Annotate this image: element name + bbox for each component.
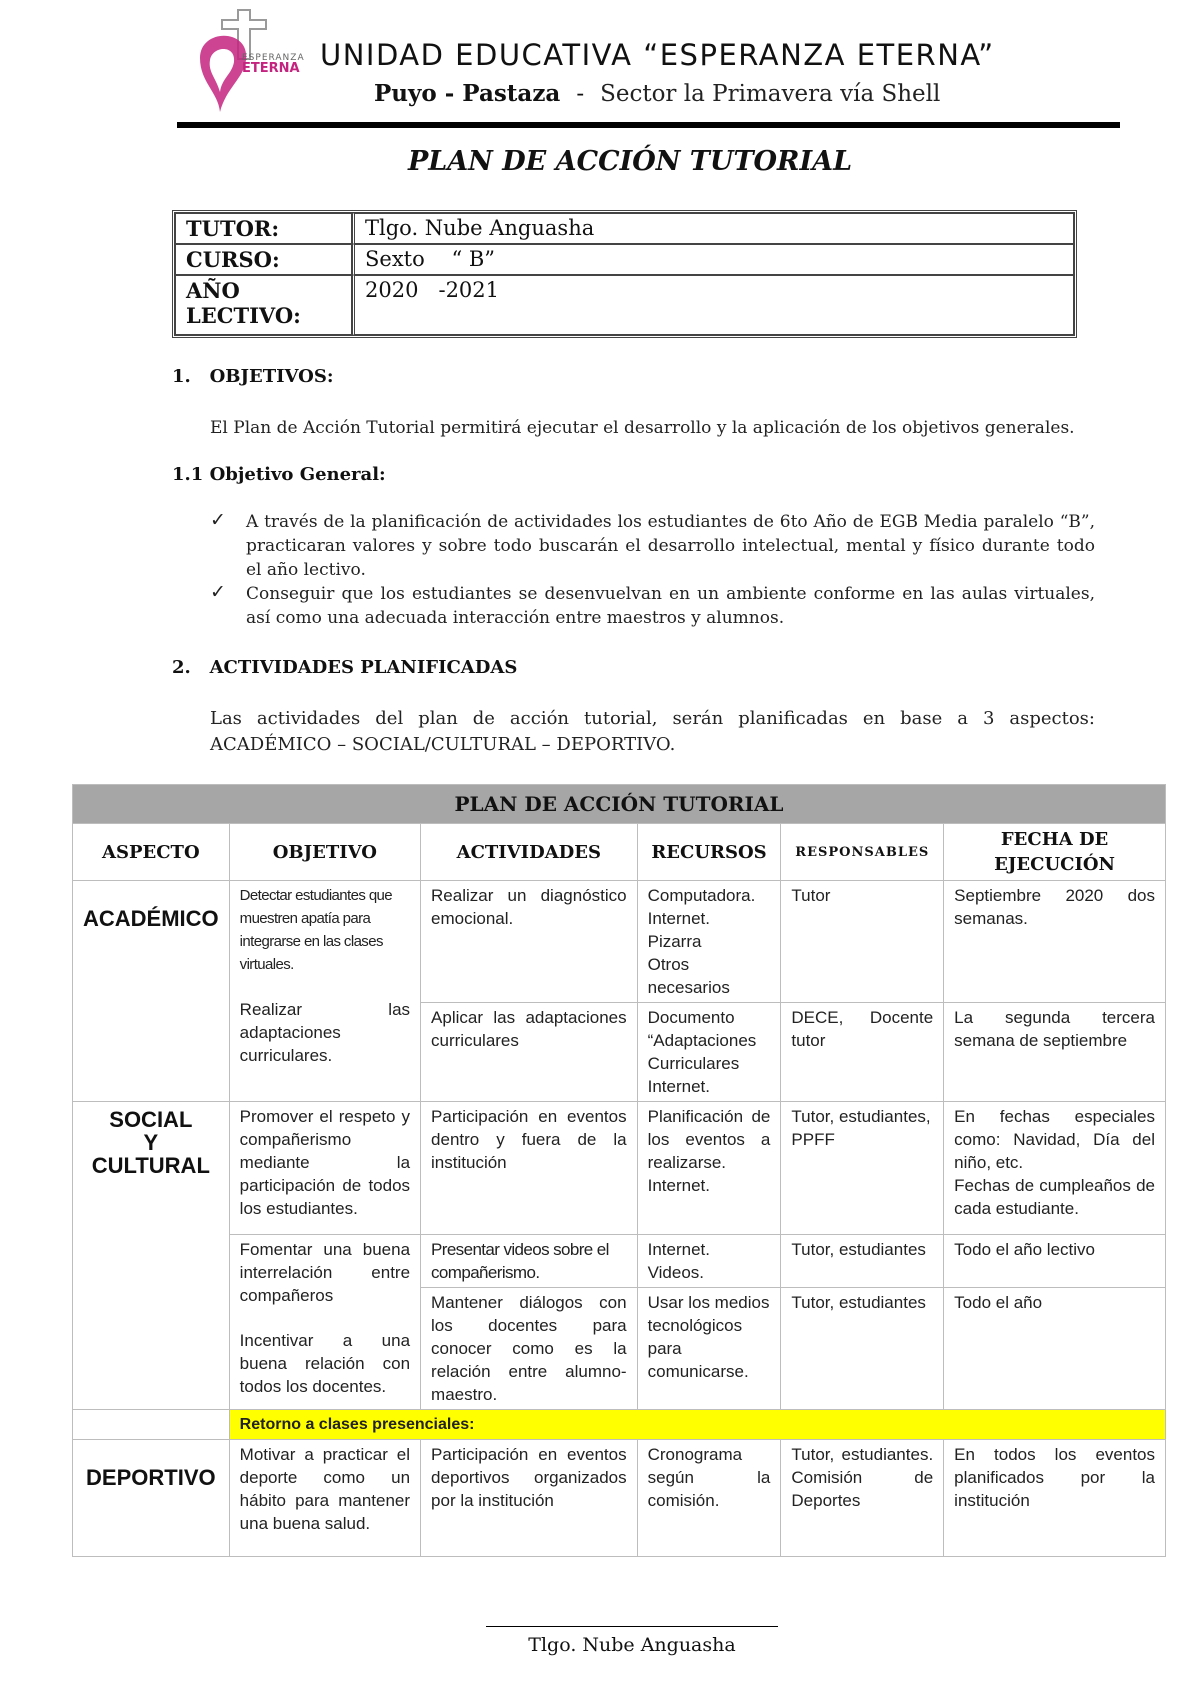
academico-recursos-2: Documento “Adaptaciones Curriculares Internet. — [637, 1003, 781, 1102]
curso-value: Sexto “ B” — [352, 244, 1074, 275]
signature-line — [486, 1626, 778, 1627]
info-table — [172, 210, 1077, 338]
social-fecha-1: En fechas especiales como: Navidad, Día del niño, etc. Fechas de cumpleaños de cada estudiante. — [944, 1102, 1166, 1235]
school-name: UNIDAD EDUCATIVA “ESPERANZA ETERNA” — [320, 38, 995, 72]
document-title: PLAN DE ACCIÓN TUTORIAL — [407, 146, 853, 177]
curso-label: CURSO: — [175, 244, 352, 275]
social-recursos-3: Usar los medios tecnológicos para comunicarse. — [637, 1288, 781, 1410]
signature-name: Tlgo. Nube Anguasha — [528, 1634, 736, 1656]
info-row-anio — [175, 275, 1074, 335]
tutor-label: TUTOR: — [175, 213, 352, 244]
deportivo-fecha: En todos los eventos planificados por la institución — [944, 1440, 1166, 1557]
social-fecha-3: Todo el año — [944, 1288, 1166, 1410]
deportivo-objetivo: Motivar a practicar el deporte como un hábito para mantener una buena salud. — [229, 1440, 420, 1557]
location-separator: - — [576, 81, 585, 107]
academico-fecha-1: Septiembre 2020 dos semanas. — [944, 881, 1166, 1003]
info-row-tutor — [175, 213, 1074, 244]
section1-subheading: 1.1 Objetivo General: — [172, 464, 386, 485]
objective-text: Conseguir que los estudiantes se desenvuelvan en un ambiente conforme en las aulas virtuales, así como una adecuada interacción entre maestros y alumnos. — [246, 584, 1095, 628]
school-logo — [180, 8, 330, 116]
academico-fecha-2: La segunda tercera semana de septiembre — [944, 1003, 1166, 1102]
col-objetivo: OBJETIVO — [229, 824, 420, 881]
social-actividad-3: Mantener diálogos con los docentes para conocer como es la relación entre alumno-maestro. — [421, 1288, 638, 1410]
academico-recursos-1: Computadora. Internet. Pizarra Otros necesarios — [637, 881, 781, 1003]
plan-table-title-row — [73, 785, 1166, 824]
section1-heading: 1. OBJETIVOS: — [172, 366, 334, 387]
sector: Sector la Primavera vía Shell — [600, 81, 941, 107]
social-actividad-2: Presentar videos sobre el compañerismo. — [421, 1235, 638, 1288]
section1-intro: El Plan de Acción Tutorial permitirá ejecutar el desarrollo y la aplicación de los objetivos generales. — [210, 418, 1075, 438]
plan-table-header — [73, 824, 1166, 881]
table-row — [73, 1102, 1166, 1235]
social-fecha-2: Todo el año lectivo — [944, 1235, 1166, 1288]
academico-responsables-1: Tutor — [781, 881, 944, 1003]
col-aspecto: ASPECTO — [73, 824, 230, 881]
aspect-academico: ACADÉMICO — [73, 881, 230, 1102]
academico-actividad-2: Aplicar las adaptaciones curriculares — [421, 1003, 638, 1102]
col-actividades: ACTIVIDADES — [421, 824, 638, 881]
checkmark-icon: ✓ — [210, 509, 226, 531]
table-row — [73, 1410, 1166, 1440]
plan-table-title: PLAN DE ACCIÓN TUTORIAL — [73, 785, 1166, 824]
retorno-banner: Retorno a clases presenciales: — [229, 1410, 1165, 1440]
objective-text: A través de la planificación de actividades los estudiantes de 6to Año de EGB Media paralelo “B”, practicaran valores y sobre todo buscarán el desarrollo intelectual, mental y físico durante todo el año lectivo. — [246, 512, 1095, 580]
section2-heading: 2. ACTIVIDADES PLANIFICADAS — [172, 657, 518, 678]
info-row-curso — [175, 244, 1074, 275]
social-objetivo-2: Fomentar una buena interrelación entre compañeros Incentivar a una buena relación con todos los docentes. — [229, 1235, 420, 1410]
header-rule — [177, 122, 1120, 128]
list-item — [210, 582, 1095, 630]
academico-objective: Detectar estudiantes que muestren apatía para integrarse en las clases virtuales. Realizar las adaptaciones curriculares. — [229, 881, 420, 1102]
social-recursos-1: Planificación de los eventos a realizarse. Internet. — [637, 1102, 781, 1235]
col-fecha: FECHA DE EJECUCIÓN — [944, 824, 1166, 881]
social-actividad-1: Participación en eventos dentro y fuera de la institución — [421, 1102, 638, 1235]
social-objetivo-1: Promover el respeto y compañerismo mediante la participación de todos los estudiantes. — [229, 1102, 420, 1235]
plan-table — [72, 784, 1166, 1557]
table-row — [73, 1235, 1166, 1288]
social-responsables-1: Tutor, estudiantes, PPFF — [781, 1102, 944, 1235]
section2-text: Las actividades del plan de acción tutorial, serán planificadas en base a 3 aspectos: ACADÉMICO – SOCIAL/CULTURAL – DEPORTIVO. — [210, 708, 1095, 755]
social-responsables-2: Tutor, estudiantes — [781, 1235, 944, 1288]
logo-text-top: ESPERANZA — [242, 53, 305, 63]
aspect-deportivo: DEPORTIVO — [73, 1440, 230, 1557]
table-row — [73, 1440, 1166, 1557]
tutor-value: Tlgo. Nube Anguasha — [352, 213, 1074, 244]
social-recursos-2: Internet. Videos. — [637, 1235, 781, 1288]
table-row — [73, 881, 1166, 1003]
social-responsables-3: Tutor, estudiantes — [781, 1288, 944, 1410]
checkmark-icon: ✓ — [210, 581, 226, 603]
logo-text-bottom: ETERNA — [242, 61, 300, 76]
deportivo-recursos: Cronograma según la comisión. — [637, 1440, 781, 1557]
col-recursos: RECURSOS — [637, 824, 781, 881]
aspect-social: SOCIAL Y CULTURAL — [73, 1102, 230, 1410]
list-item — [210, 510, 1095, 582]
academico-actividad-1: Realizar un diagnóstico emocional. — [421, 881, 638, 1003]
deportivo-responsables: Tutor, estudiantes. Comisión de Deportes — [781, 1440, 944, 1557]
city: Puyo - Pastaza — [374, 80, 561, 107]
col-responsables: RESPONSABLES — [781, 824, 944, 881]
academico-responsables-2: DECE, Docente tutor — [781, 1003, 944, 1102]
retorno-spacer — [73, 1410, 230, 1440]
deportivo-actividad: Participación en eventos deportivos organizados por la institución — [421, 1440, 638, 1557]
school-location — [374, 80, 940, 107]
objectives-list — [210, 510, 1095, 630]
anio-value: 2020 -2021 — [352, 275, 1074, 335]
anio-label: AÑO LECTIVO: — [175, 275, 352, 335]
